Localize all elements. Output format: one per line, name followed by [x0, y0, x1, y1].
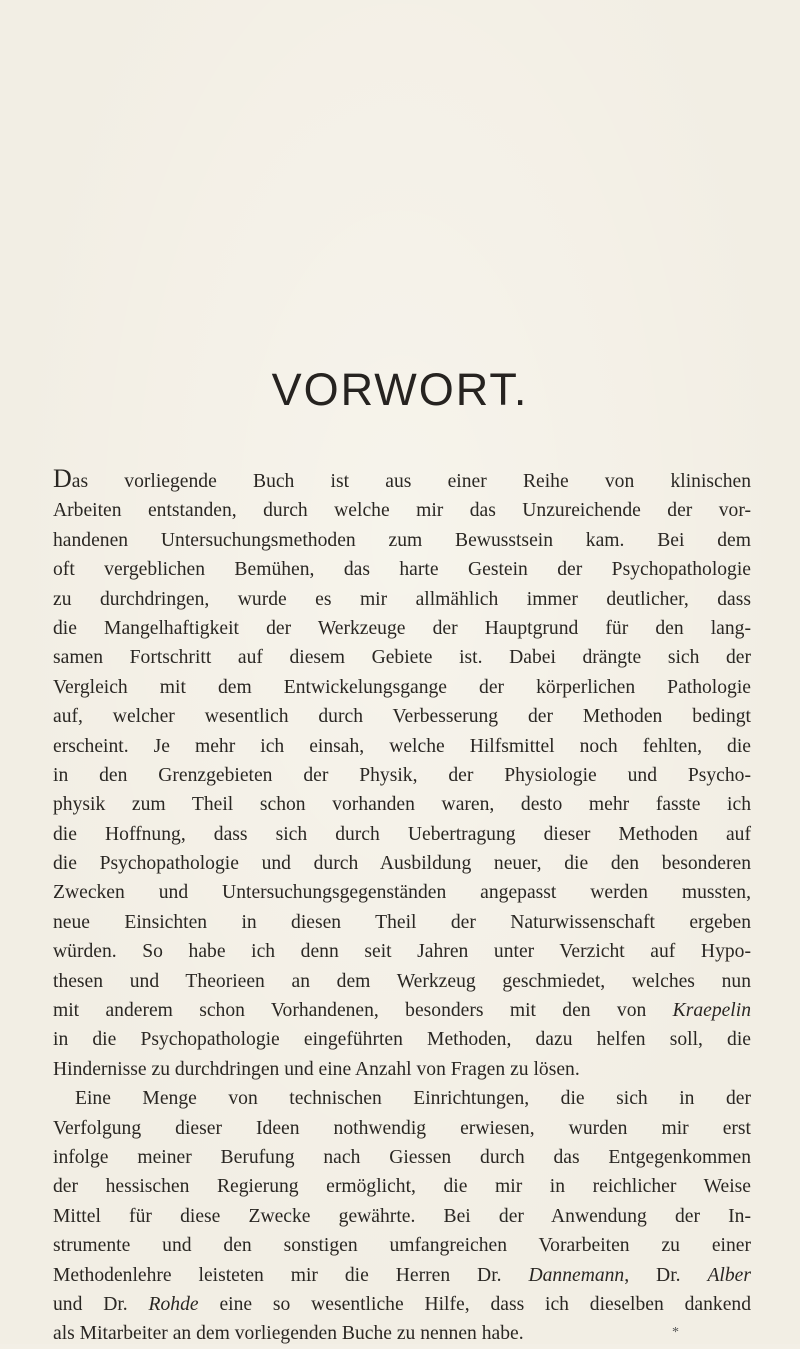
- text-line: [53, 1025, 751, 1054]
- text-line: [53, 1290, 751, 1319]
- text-line: [53, 496, 751, 525]
- text-line: [53, 1172, 751, 1201]
- line-text: strumente und den sonstigen umfangreichen Vorarbeiten zu einer: [53, 1235, 751, 1257]
- text-line: [53, 1231, 751, 1260]
- text-line: [53, 732, 751, 761]
- person-name: Rohde: [148, 1293, 199, 1315]
- person-name: Kraepelin: [672, 1000, 751, 1022]
- text-line: [53, 761, 751, 790]
- text-line: [53, 585, 751, 614]
- line-text: Hindernisse zu durchdringen und eine Anzahl von Fragen zu lösen.: [53, 1058, 580, 1080]
- text-line: [53, 1055, 751, 1084]
- text-line: [53, 1202, 751, 1231]
- line-text: Vergleich mit dem Entwickelungsgange der körperlichen Pathologie: [53, 676, 751, 698]
- line-text: in den Grenzgebieten der Physik, der Physiologie und Psycho-: [53, 764, 751, 786]
- line-text: thesen und Theorieen an dem Werkzeug geschmiedet, welches nun: [53, 970, 751, 992]
- line-text: die Psychopathologie und durch Ausbildung neuer, die den besonderen: [53, 853, 751, 875]
- line-text: , Dr.: [624, 1264, 708, 1286]
- person-name: Alber: [707, 1264, 751, 1286]
- text-line: [53, 673, 751, 702]
- text-line: [53, 464, 751, 496]
- line-text: as vorliegende Buch ist aus einer Reihe von klinischen: [71, 471, 751, 492]
- text-line: [53, 643, 751, 672]
- line-text: Eine Menge von technischen Einrichtungen, die sich in der: [75, 1088, 751, 1110]
- person-name: Dannemann: [528, 1264, 625, 1286]
- line-text: als Mitarbeiter an dem vorliegenden Buche zu nennen habe.: [53, 1323, 524, 1345]
- text-line: [53, 614, 751, 643]
- line-text: mit anderem schon Vorhandenen, besonders mit den von: [53, 1000, 673, 1022]
- line-text: auf, welcher wesentlich durch Verbesserung der Methoden bedingt: [53, 706, 751, 728]
- line-text: die Mangelhaftigkeit der Werkzeuge der Hauptgrund für den lang-: [53, 617, 751, 639]
- text-line: [53, 820, 751, 849]
- text-line: [53, 1319, 751, 1348]
- line-text: Methodenlehre leisteten mir die Herren Dr.: [53, 1264, 529, 1286]
- preface-text: [53, 464, 751, 1349]
- text-line: [53, 526, 751, 555]
- line-text: zu durchdringen, wurde es mir allmählich immer deutlicher, dass: [53, 588, 751, 610]
- text-line: [53, 1114, 751, 1143]
- line-text: handenen Untersuchungsmethoden zum Bewusstsein kam. Bei dem: [53, 529, 751, 551]
- page-title: VORWORT.: [271, 364, 529, 415]
- line-text: Arbeiten entstanden, durch welche mir das Unzureichende der vor-: [53, 500, 751, 522]
- line-text: und Dr.: [53, 1293, 149, 1315]
- text-line: [53, 555, 751, 584]
- text-line: [53, 790, 751, 819]
- text-line: [53, 878, 751, 907]
- line-text: physik zum Theil schon vorhanden waren, desto mehr fasste ich: [53, 794, 751, 816]
- line-text: oft vergeblichen Bemühen, das harte Gestein der Psychopathologie: [53, 559, 751, 581]
- text-line: [53, 908, 751, 937]
- text-line: [53, 702, 751, 731]
- line-text: die Hoffnung, dass sich durch Uebertragung dieser Methoden auf: [53, 823, 751, 845]
- line-text: samen Fortschritt auf diesem Gebiete ist. Dabei drängte sich der: [53, 647, 751, 669]
- text-line: [53, 1084, 751, 1113]
- text-line: [53, 1261, 751, 1290]
- text-line: [53, 1143, 751, 1172]
- line-text: Mittel für diese Zwecke gewährte. Bei der Anwendung der In-: [53, 1205, 751, 1227]
- line-text: eine so wesentliche Hilfe, dass ich dieselben dankend: [198, 1293, 751, 1315]
- text-line: [53, 967, 751, 996]
- initial-letter: D: [53, 464, 72, 493]
- line-text: erscheint. Je mehr ich einsah, welche Hilfsmittel noch fehlten, die: [53, 735, 751, 757]
- line-text: infolge meiner Berufung nach Giessen durch das Entgegenkommen: [53, 1146, 751, 1168]
- line-text: neue Einsichten in diesen Theil der Naturwissenschaft ergeben: [53, 911, 751, 933]
- line-text: Zwecken und Untersuchungsgegenständen angepasst werden mussten,: [53, 882, 751, 904]
- line-text: Verfolgung dieser Ideen nothwendig erwiesen, wurden mir erst: [53, 1117, 751, 1139]
- line-text: würden. So habe ich denn seit Jahren unter Verzicht auf Hypo-: [53, 941, 751, 963]
- line-text: in die Psychopathologie eingeführten Methoden, dazu helfen soll, die: [53, 1029, 751, 1051]
- signature-mark: *: [672, 1325, 679, 1340]
- text-line: [53, 937, 751, 966]
- line-text: der hessischen Regierung ermöglicht, die mir in reichlicher Weise: [53, 1176, 751, 1198]
- text-line: [53, 849, 751, 878]
- text-line: [53, 996, 751, 1025]
